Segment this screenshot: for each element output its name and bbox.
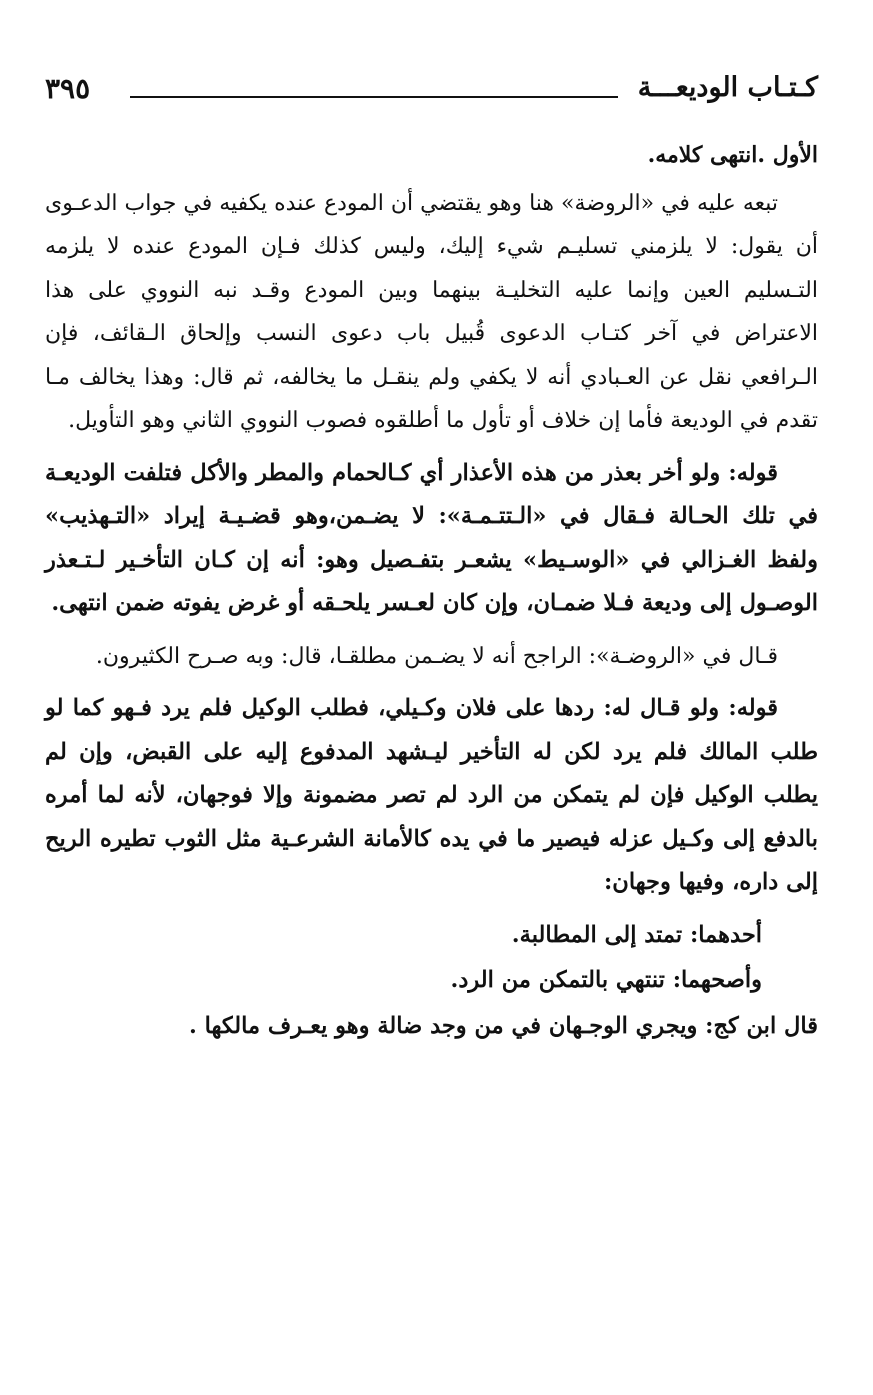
page-body (45, 134, 818, 1048)
paragraph-5: قوله: ولو قـال له: ردها على فلان وكـيلي، فطلب الوكيل فلم يرد فـهو كما لو طلب المالك فلم يرد لكن له التأخير ليـشهد المدفوع إليه على القبض، وإن لم يطلب الوكيل فإن لم يتمكن من الرد لم تصر مضمونة وإلا فوجهان، لأنه لما أمره بالدفع إلى وكـيل عزله فيصير ما في يده كالأمانة الشرعـية مثل الثوب تطيره الريح إلى داره، وفيها وجهان: (45, 695, 818, 895)
paragraph-3: قوله: ولو أخر بعذر من هذه الأعذار أي كـالحمام والمطر والأكل فتلفت الوديعـة في تلك الحـالة فـقال في «الـتتـمـة»: لا يضـمن،وهو قضـيـة إيراد «التـهذيب» ولفظ الغـزالي في «الوسـيط» يشعـر بتفـصيل وهو: أنه إن كـان التأخـير لـتـعذر الوصـول إلى وديعة فـلا ضمـان، وإن كان لعـسر يلحـقه أو غرض يفوته ضمن انتهى. (45, 459, 818, 616)
paragraph-8: قال ابن كج: ويجري الوجـهان في من وجد ضالة وهو يعـرف مالكها . (188, 1012, 818, 1039)
header-rule (130, 96, 618, 98)
running-header (45, 70, 818, 120)
paragraph-1: الأول .انتهى كلامه. (647, 142, 818, 168)
paragraph-6: أحدهما: تمتد إلى المطالبة. (511, 921, 762, 948)
book-page (45, 70, 818, 1057)
paragraph-2: تبعه عليه في «الروضة» هنا وهو يقتضي أن المودع عنده يكفيه في جواب الدعـوى أن يقول: لا يلزمني تسليـم شيء إليك، وليس كذلك فـإن المودع عنده لا يلزمه التـسليم العين وإنما عليه التخليـة بينهما وبين المودع وقـد نبه النووي على هذا الاعتراض في آخر كتـاب الدعوى قُبيل باب دعوى النسب وإلحاق الـقائف، فإن الـرافعي نقل عن العـبادي أنه لا يكفي ولم ينقـل ما يخالفه، ثم قال: وهذا يخالف مـا تقدم في الوديعة فأما إن خلاف أو تأول ما أطلقوه فصوب النووي الثاني وهو التأويل. (45, 190, 818, 433)
running-title: كـتـاب الوديعـــة (637, 72, 818, 103)
paragraph-4: قـال في «الروضـة»: الراجح أنه لا يضـمن مطلقـا، قال: وبه صـرح الكثيرون. (95, 643, 778, 669)
paragraph-7: وأصحهما: تنتهي بالتمكن من الرد. (450, 967, 762, 993)
page-number: ٣٩٥ (45, 72, 91, 105)
